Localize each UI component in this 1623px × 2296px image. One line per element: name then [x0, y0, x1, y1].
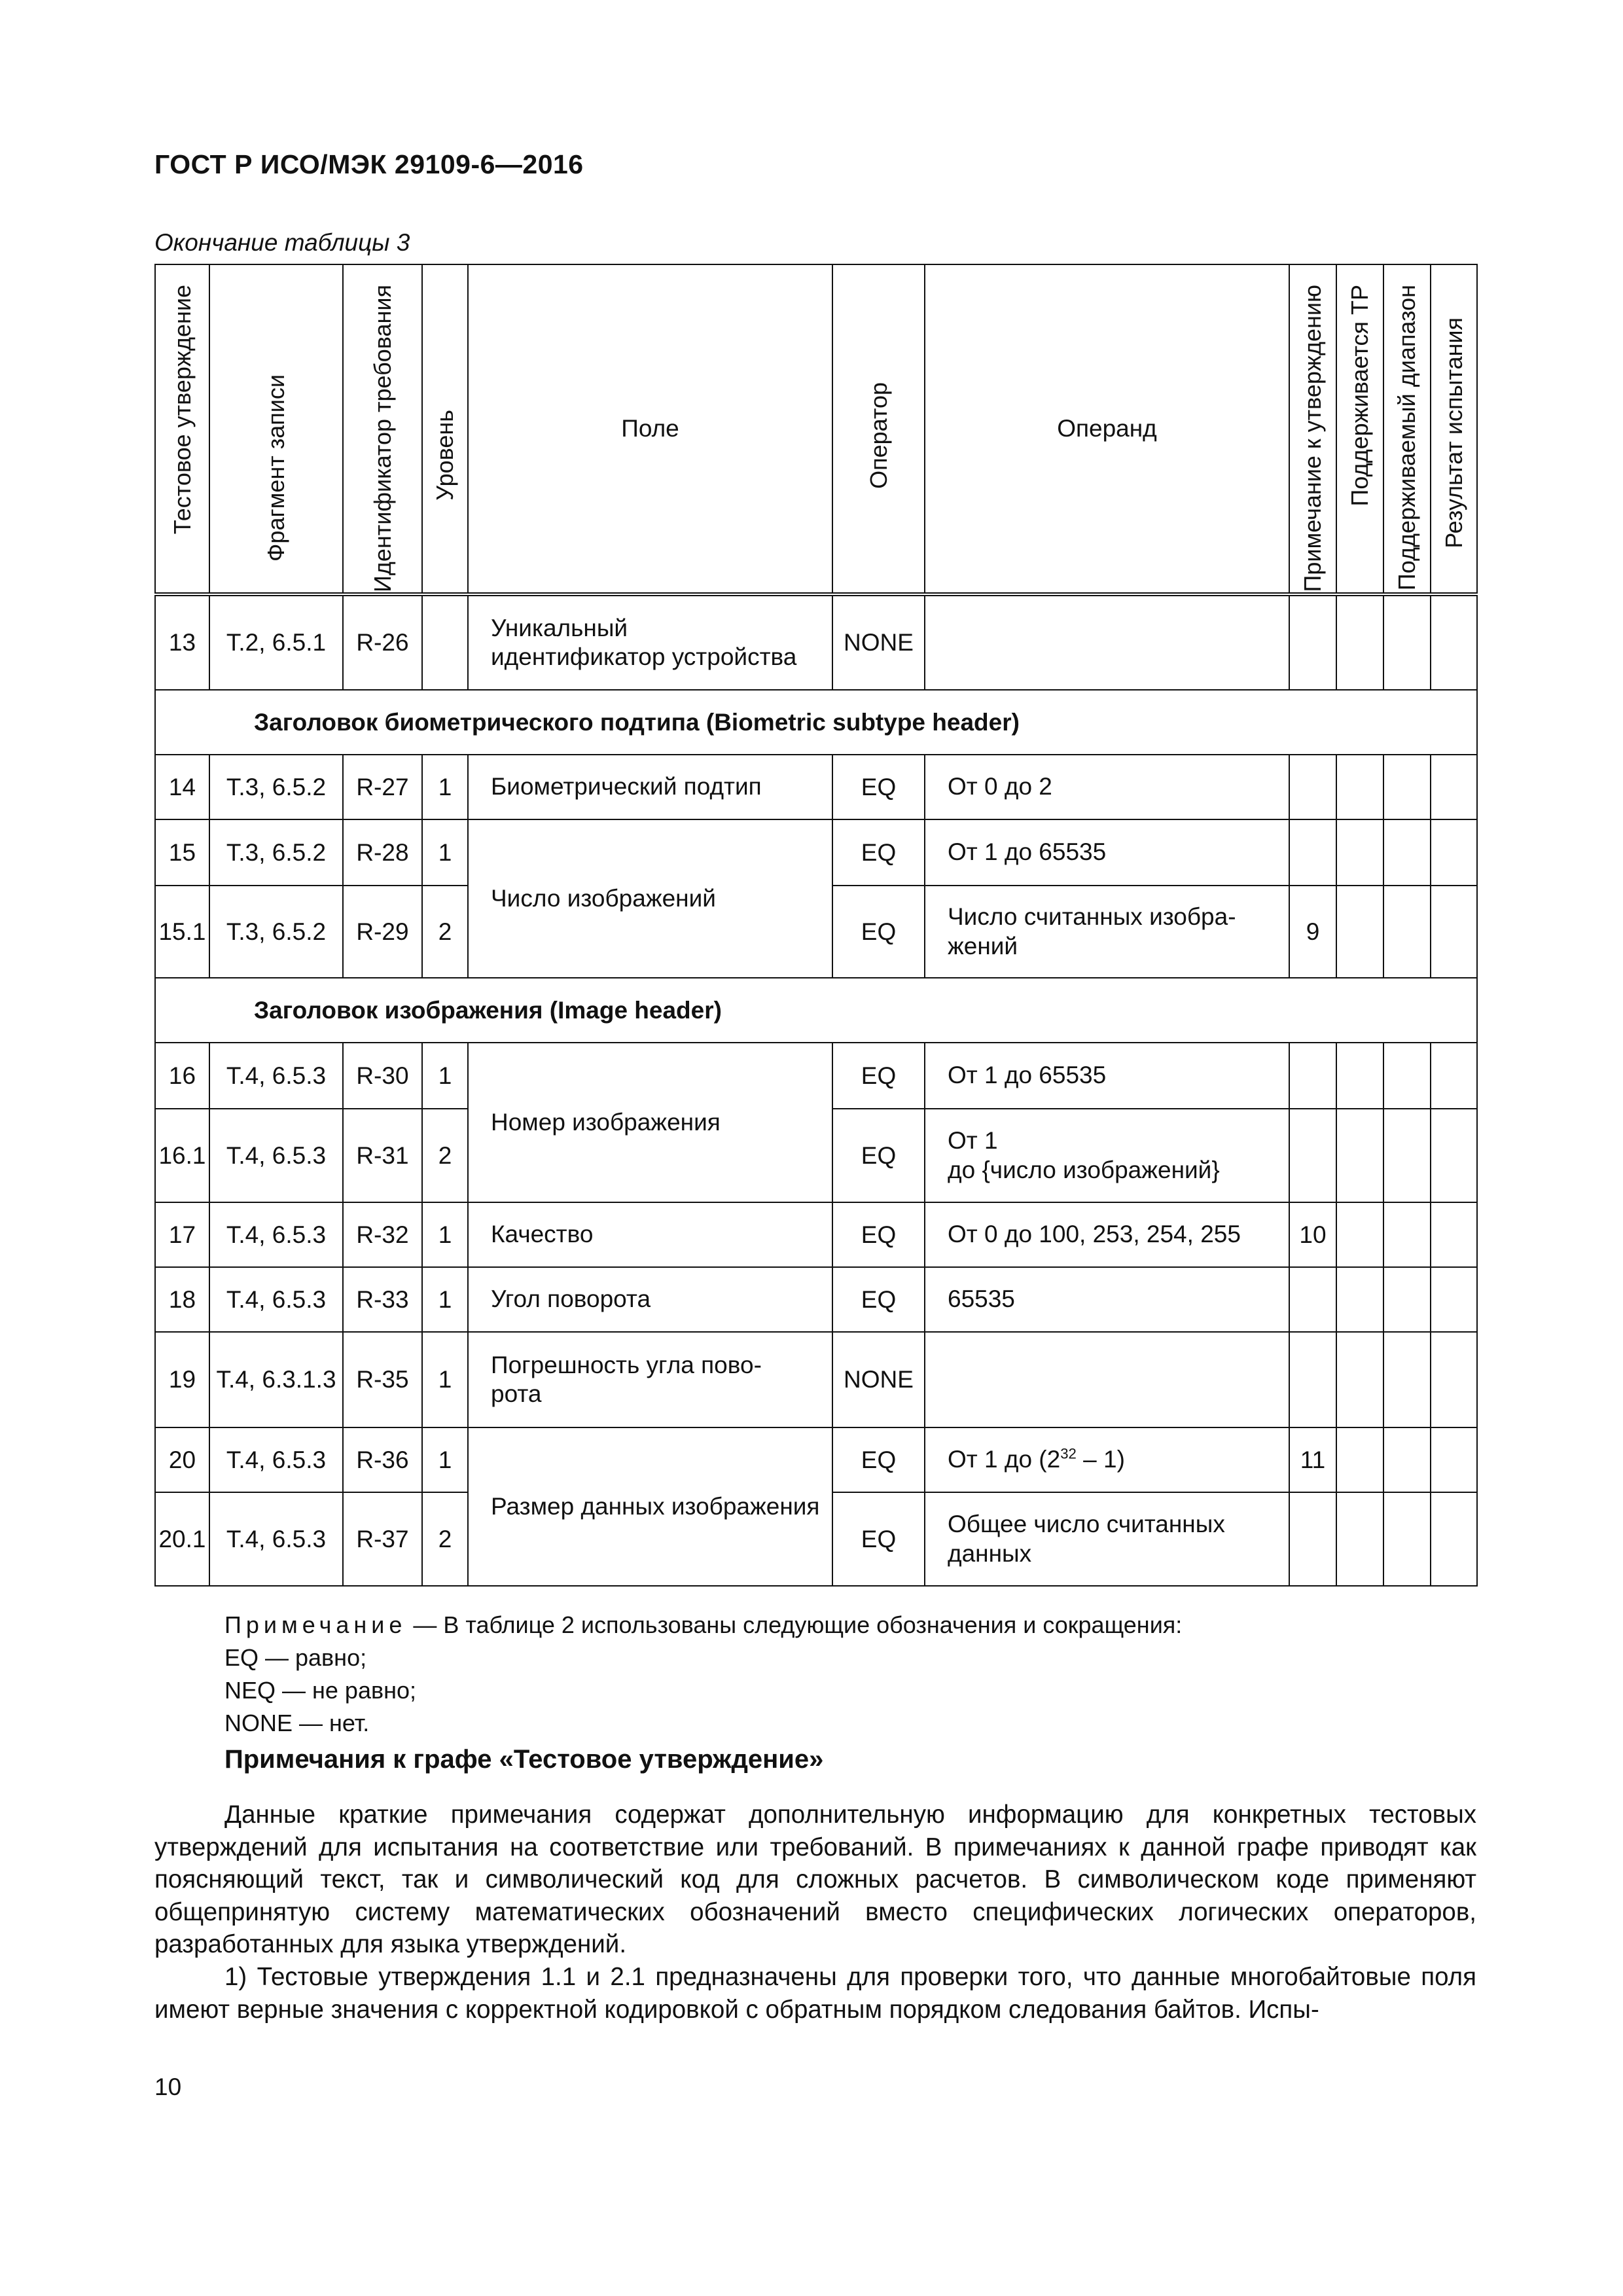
cell-note — [1289, 755, 1336, 819]
cell-level: 1 — [422, 1267, 468, 1332]
cell-result — [1431, 1427, 1477, 1492]
cell-operand: От 1 до $(2^{32} - 1)$ — [925, 1427, 1289, 1492]
note-label: Примечание — [224, 1611, 407, 1638]
cell-fragment: T.3, 6.5.2 — [209, 819, 343, 886]
cell-level: 2 — [422, 1492, 468, 1586]
cell-operator: EQ — [832, 886, 925, 978]
cell-requirement: R-28 — [343, 819, 422, 886]
cell-result — [1431, 755, 1477, 819]
cell-assertion-id: 14 — [155, 755, 209, 819]
cell-level — [422, 594, 468, 690]
cell-operator: EQ — [832, 1043, 925, 1109]
document-header: ГОСТ Р ИСО/МЭК 29109-6—2016 — [154, 149, 584, 179]
cell-operand: От 1 до 65535 — [925, 819, 1289, 886]
cell-note — [1289, 1267, 1336, 1332]
cell-assertion-id: 16 — [155, 1043, 209, 1109]
cell-level: 1 — [422, 755, 468, 819]
cell-range — [1383, 886, 1431, 978]
cell-tp — [1336, 1043, 1383, 1109]
cell-fragment: T.2, 6.5.1 — [209, 594, 343, 690]
cell-requirement: R-35 — [343, 1332, 422, 1427]
cell-field-merged: Число изображений — [468, 819, 832, 978]
cell-requirement: R-31 — [343, 1109, 422, 1202]
cell-field-merged: Размер данных изображения — [468, 1427, 832, 1586]
cell-tp — [1336, 1267, 1383, 1332]
cell-operand: Число считанных изобра- жений — [925, 886, 1289, 978]
cell-level: 2 — [422, 886, 468, 978]
table-note — [224, 1609, 1182, 1740]
cell-result — [1431, 819, 1477, 886]
note-line: Примечание — В таблице 2 использованы следующие обозначения и сокращения: — [224, 1611, 1183, 1638]
cell-range — [1383, 1427, 1431, 1492]
requirements-table — [154, 264, 1478, 1587]
cell-assertion-id: 20.1 — [155, 1492, 209, 1586]
cell-tp — [1336, 755, 1383, 819]
cell-operator: NONE — [832, 1332, 925, 1427]
cell-operand: Общее число считанных данных — [925, 1492, 1289, 1586]
col-header-supported-range: Поддерживаемый диапазон — [1383, 264, 1431, 594]
cell-note — [1289, 594, 1336, 690]
body-paragraph-2: 1) Тестовые утверждения 1.1 и 2.1 предназначены для проверки того, что данные многобайтовые поля имеют верные значения с корректной кодировкой с обратным порядком следования байтов. Испы- — [154, 1963, 1476, 2024]
table-row — [155, 1267, 1477, 1332]
col-header-assertion-note: Примечание к утверждению — [1289, 264, 1336, 594]
col-header-level: Уровень — [422, 264, 468, 594]
table-row — [155, 594, 1477, 690]
cell-assertion-id: 13 — [155, 594, 209, 690]
cell-range — [1383, 755, 1431, 819]
cell-level: 1 — [422, 1332, 468, 1427]
cell-fragment: T.4, 6.5.3 — [209, 1427, 343, 1492]
cell-operand: От 1 до {число изображений} — [925, 1109, 1289, 1202]
cell-fragment: T.3, 6.5.2 — [209, 886, 343, 978]
cell-level: 1 — [422, 1202, 468, 1267]
col-header-record-fragment: Фрагмент записи — [209, 264, 343, 594]
page-number: 10 — [154, 2073, 182, 2100]
cell-range — [1383, 594, 1431, 690]
cell-result — [1431, 594, 1477, 690]
cell-requirement: R-32 — [343, 1202, 422, 1267]
cell-requirement: R-26 — [343, 594, 422, 690]
cell-requirement: R-33 — [343, 1267, 422, 1332]
col-header-test-assertion: Тестовое утверждение — [155, 264, 209, 594]
cell-field-merged: Номер изображения — [468, 1043, 832, 1202]
cell-note: 9 — [1289, 886, 1336, 978]
cell-fragment: T.4, 6.5.3 — [209, 1492, 343, 1586]
cell-note — [1289, 1109, 1336, 1202]
cell-assertion-id: 17 — [155, 1202, 209, 1267]
cell-field: Погрешность угла пово- рота — [468, 1332, 832, 1427]
cell-operator: NONE — [832, 594, 925, 690]
cell-tp — [1336, 1332, 1383, 1427]
cell-level: 2 — [422, 1109, 468, 1202]
cell-tp — [1336, 594, 1383, 690]
cell-operator: EQ — [832, 1202, 925, 1267]
cell-result — [1431, 1202, 1477, 1267]
table-header-row — [155, 264, 1477, 594]
cell-note — [1289, 819, 1336, 886]
cell-note — [1289, 1492, 1336, 1586]
cell-fragment: T.4, 6.5.3 — [209, 1267, 343, 1332]
cell-note: 11 — [1289, 1427, 1336, 1492]
cell-range — [1383, 1267, 1431, 1332]
col-header-requirement-id: Идентификатор требования — [343, 264, 422, 594]
abbrev-none: NONE — нет. — [224, 1710, 370, 1736]
col-header-operator: Оператор — [832, 264, 925, 594]
col-header-field: Поле — [468, 264, 832, 594]
abbrev-neq: NEQ — не равно; — [224, 1677, 416, 1704]
cell-tp — [1336, 1492, 1383, 1586]
cell-range — [1383, 1332, 1431, 1427]
table-row — [155, 1332, 1477, 1427]
cell-fragment: T.4, 6.5.3 — [209, 1109, 343, 1202]
cell-operand — [925, 1332, 1289, 1427]
cell-note — [1289, 1043, 1336, 1109]
section-heading: Заголовок изображения (Image header) — [155, 978, 1477, 1043]
section-subheading: Примечания к графе «Тестовое утверждение» — [224, 1745, 824, 1774]
cell-operator: EQ — [832, 755, 925, 819]
cell-assertion-id: 18 — [155, 1267, 209, 1332]
cell-level: 1 — [422, 1427, 468, 1492]
cell-range — [1383, 1109, 1431, 1202]
cell-result — [1431, 1043, 1477, 1109]
cell-range — [1383, 1202, 1431, 1267]
table-row — [155, 1202, 1477, 1267]
cell-operand: От 0 до 2 — [925, 755, 1289, 819]
cell-requirement: R-37 — [343, 1492, 422, 1586]
cell-operand: 65535 — [925, 1267, 1289, 1332]
table-row — [155, 1427, 1477, 1492]
cell-assertion-id: 20 — [155, 1427, 209, 1492]
cell-operand: От 1 до 65535 — [925, 1043, 1289, 1109]
table-row — [155, 755, 1477, 819]
cell-tp — [1336, 1109, 1383, 1202]
cell-assertion-id: 16.1 — [155, 1109, 209, 1202]
section-row-image-header — [155, 978, 1477, 1043]
cell-note: 10 — [1289, 1202, 1336, 1267]
cell-operator: EQ — [832, 1267, 925, 1332]
cell-field: Уникальный идентификатор устройства — [468, 594, 832, 690]
cell-tp — [1336, 886, 1383, 978]
cell-range — [1383, 819, 1431, 886]
cell-result — [1431, 886, 1477, 978]
body-paragraph-1: Данные краткие примечания содержат дополнительную информацию для конкретных тестовых утверждений для испытания на соответствие или требований. В примечаниях к данной графе приводят как поясняющий текст, так и символический код для сложных расчетов. В символическом коде применяют общепринятую систему математических обозначений вместо специфических логических операторов, разработанных для языка утверждений. — [154, 1801, 1476, 1958]
cell-operand: От 0 до 100, 253, 254, 255 — [925, 1202, 1289, 1267]
cell-operator: EQ — [832, 1109, 925, 1202]
col-header-operand: Операнд — [925, 264, 1289, 594]
cell-field: Качество — [468, 1202, 832, 1267]
col-header-test-result: Результат испытания — [1431, 264, 1477, 594]
cell-fragment: T.4, 6.5.3 — [209, 1202, 343, 1267]
cell-operator: EQ — [832, 1427, 925, 1492]
abbrev-eq: EQ — равно; — [224, 1644, 367, 1671]
cell-result — [1431, 1109, 1477, 1202]
note-text: В таблице 2 использованы следующие обозначения и сокращения: — [443, 1611, 1183, 1638]
cell-operand — [925, 594, 1289, 690]
cell-requirement: R-27 — [343, 755, 422, 819]
cell-fragment: T.4, 6.5.3 — [209, 1043, 343, 1109]
cell-level: 1 — [422, 1043, 468, 1109]
cell-field: Угол поворота — [468, 1267, 832, 1332]
cell-result — [1431, 1332, 1477, 1427]
cell-result — [1431, 1267, 1477, 1332]
cell-range — [1383, 1043, 1431, 1109]
table-row — [155, 1043, 1477, 1109]
cell-operator: EQ — [832, 819, 925, 886]
cell-operator: EQ — [832, 1492, 925, 1586]
table-caption: Окончание таблицы 3 — [154, 229, 410, 256]
cell-requirement: R-36 — [343, 1427, 422, 1492]
cell-assertion-id: 15 — [155, 819, 209, 886]
table-row — [155, 819, 1477, 886]
cell-requirement: R-30 — [343, 1043, 422, 1109]
cell-assertion-id: 19 — [155, 1332, 209, 1427]
section-heading: Заголовок биометрического подтипа (Biometric subtype header) — [155, 690, 1477, 755]
cell-fragment: T.3, 6.5.2 — [209, 755, 343, 819]
cell-tp — [1336, 1202, 1383, 1267]
cell-assertion-id: 15.1 — [155, 886, 209, 978]
cell-tp — [1336, 819, 1383, 886]
section-row-biometric-subtype — [155, 690, 1477, 755]
cell-requirement: R-29 — [343, 886, 422, 978]
cell-range — [1383, 1492, 1431, 1586]
cell-level: 1 — [422, 819, 468, 886]
cell-tp — [1336, 1427, 1383, 1492]
col-header-tp-supported: Поддерживается TP — [1336, 264, 1383, 594]
cell-note — [1289, 1332, 1336, 1427]
cell-fragment: T.4, 6.3.1.3 — [209, 1332, 343, 1427]
cell-result — [1431, 1492, 1477, 1586]
cell-field: Биометрический подтип — [468, 755, 832, 819]
